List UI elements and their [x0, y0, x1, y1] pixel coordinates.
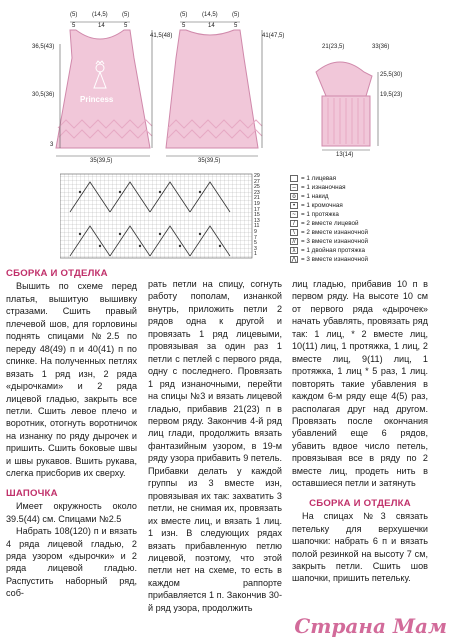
front-dim-top2-1: 5	[72, 23, 76, 29]
back-dim-top2-1: 5	[182, 23, 186, 29]
row-number: 3	[254, 245, 257, 252]
legend-symbol: •	[290, 202, 298, 209]
paragraph: лиц гладью, прибавив 10 п в первом ряду. На высоте 10 см от первого ряда «дырочек» начать убавлять, провязать ряд так: 1 лиц, * 2 вместе лиц, 10(11) лиц, 1 протяжка, 1 лиц, 2 вместе лиц, 9(11) лиц, 1 протяжка, 1 лиц * 5 раз, 1 лиц. повторять такие убавления в каждом 6-м ряду еще 4(5) раз, располагая друг над другом. Провязать после окончания убавлений еще 6 рядов, убавить вдвое число петель, провязывая все в ряду по 2 вместе лиц, продеть нить в оставшиеся петли и затянуть	[292, 279, 428, 489]
garment-schematics	[0, 0, 451, 170]
legend-symbol: ⋀	[291, 257, 297, 263]
legend-text: = 1 лицевая	[301, 175, 337, 182]
legend-text: = 3 вместе изнаночной	[301, 238, 368, 245]
back-dim-top-1: (5)	[180, 12, 188, 18]
legend-item	[290, 228, 368, 237]
hat-dim-top-2: 33(36)	[372, 44, 390, 50]
legend-symbol: //	[290, 238, 298, 245]
legend-item	[290, 192, 329, 201]
row-number: 23	[254, 189, 260, 196]
legend-item	[290, 174, 336, 183]
legend-item	[290, 237, 368, 246]
row-number: 7	[254, 234, 257, 241]
chart-legend	[290, 174, 440, 266]
front-dim-top2-3: 5	[124, 23, 128, 29]
row-number: 15	[254, 212, 260, 219]
row-number: 17	[254, 206, 260, 213]
schematic-svg	[0, 0, 451, 170]
text-column-1	[6, 268, 137, 600]
legend-text: = 1 двойная протяжка	[301, 247, 365, 254]
front-dim-bottom-1: 3	[50, 142, 54, 148]
row-number: 25	[254, 184, 260, 191]
row-number: 19	[254, 200, 260, 207]
hat-dim-bottom: 13(14)	[336, 152, 354, 158]
legend-item	[290, 210, 339, 219]
section-heading: СБОРКА И ОТДЕЛКА	[6, 268, 108, 279]
legend-symbol: o	[290, 193, 298, 200]
paragraph: Вышить по схеме перед платья, вышитую вышивку стразами. Сшить правый плечевой шов, для горловины поднять спицами №2.5 по переду 48(49) п и 40(41) п по спинке. На полученных петлях вязать 1 ряд изн, 2 ряда «дырочками» и 2 ряда лицевой гладью, закрыть все петли. Сшить левое плечо и воротник, отогнуть воротничок на изнанку по ряду дырочек и пришить. Сшить боковые швы и швы рукавов. Вшить рукава, слегка присборив их сверху.	[6, 281, 137, 479]
legend-symbol: ~	[290, 211, 298, 218]
paragraph: Имеет окружность около 39.5(44) см. Спицами №2.5	[6, 501, 137, 524]
front-dim-top-2: (14,5)	[92, 12, 108, 18]
legend-item	[290, 183, 346, 192]
paragraph: Набрать 108(120) п и вязать 4 ряда лицевой гладью, 2 ряда узором «дырочки» и 2 ряда лицевой гладью. Распустить наборный ряд, соб-	[6, 526, 137, 599]
back-dim-bottom: 35(39,5)	[198, 158, 221, 164]
legend-text: = 2 вместе лицевой	[301, 220, 359, 227]
back-dim-top2-3: 5	[234, 23, 238, 29]
legend-text: = 1 изнаночная	[301, 184, 346, 191]
legend-item	[290, 201, 343, 210]
row-number: 11	[254, 223, 260, 230]
row-number: 13	[254, 217, 260, 224]
row-number: 5	[254, 240, 257, 247]
legend-text: = 1 кромочная	[301, 202, 343, 209]
legend-text: = 3 вместе изнаночной	[301, 256, 368, 263]
text-column-3	[292, 278, 428, 585]
legend-symbol	[290, 175, 298, 182]
legend-symbol: λ	[290, 247, 298, 254]
front-dim-left-2: 30,5(36)	[32, 92, 55, 98]
front-dim-left-1: 36,5(43)	[32, 44, 55, 50]
legend-text: = 1 протяжка	[301, 211, 339, 218]
site-watermark: Страна Мам	[294, 614, 447, 638]
hat-dim-top-1: 21(23,5)	[322, 44, 345, 50]
row-number: 27	[254, 178, 260, 185]
legend-item	[290, 255, 368, 264]
legend-text: = 1 накид	[301, 193, 329, 200]
front-dim-bottom-2: 35(39,5)	[90, 158, 113, 164]
back-dim-right: 41(47,5)	[262, 33, 285, 39]
hat-dim-right-2: 19,5(23)	[380, 92, 403, 98]
front-piece	[56, 30, 152, 148]
row-number: 1	[254, 251, 257, 258]
paragraph: рать петли на спицу, согнуть работу пополам, изнанкой внутрь, приложить петли 2 рядов одна к другой и провязать 1 ряд лицевыми, провязывая за один раз 1 петли с петлей с первого ряда, одну с последнего. Провязать 1 ряд изнаночными, перейти на спицы №3 и вязать лицевой гладью, прибавив 21(23) п в первом ряду. Закончив 4-й ряд лиц глади, продолжить вязать фантазийным узором, в 19-м ряду узора прибавить 9 петель. Прибавки делать у каждой группы из 3 вместе изн, провязывая их так: захватить 3 петли, не снимая их, провязать их вместе лиц, и вязать 1 лиц. 1 изн. В следующих рядах вязать прибавленную петлю лицевой, поэтому, что этой петли нет на схеме, то есть в каждом раппорте прибавляется 1 п. Закончив 30-й ряд узора, продолжить	[148, 279, 282, 613]
back-dim-top-2: (14,5)	[202, 12, 218, 18]
spacer	[6, 480, 137, 488]
hat-piece	[316, 62, 372, 146]
front-dim-top-3: (5)	[122, 12, 130, 18]
row-number: 9	[254, 228, 257, 235]
legend-symbol: –	[290, 184, 298, 191]
text-column-2	[148, 278, 282, 614]
row-number: 29	[254, 173, 260, 179]
legend-symbol: \	[290, 229, 298, 236]
back-piece	[166, 30, 262, 148]
front-dim-top2-2: 14	[98, 23, 105, 29]
legend-text: = 2 вместе изнаночной	[301, 229, 368, 236]
legend-item	[290, 219, 359, 228]
hat-dim-right-1: 25,5(30)	[380, 72, 403, 78]
back-dim-top-3: (5)	[232, 12, 240, 18]
front-dim-right: 41,5(48)	[150, 33, 173, 39]
knitting-chart	[60, 172, 280, 264]
spacer	[292, 490, 428, 498]
princess-motif-label: Princess	[80, 95, 114, 104]
paragraph: На спицах №3 связать петельку для верхушечки шапочки: набрать 6 п и вязать полой резинкой на высоту 7 см, закрыть петли. Сшить шов шапочки, пришить петельку.	[292, 511, 428, 584]
section-heading: ШАПОЧКА	[6, 487, 58, 499]
legend-symbol: /	[290, 220, 298, 227]
section-heading: СБОРКА И ОТДЕЛКА	[309, 497, 411, 509]
legend-item	[290, 246, 365, 255]
row-number: 21	[254, 195, 260, 202]
back-dim-top2-2: 14	[208, 23, 215, 29]
front-dim-top-1: (5)	[70, 12, 78, 18]
chart-grid-svg	[60, 172, 270, 264]
chart-row-numbers	[254, 174, 260, 258]
